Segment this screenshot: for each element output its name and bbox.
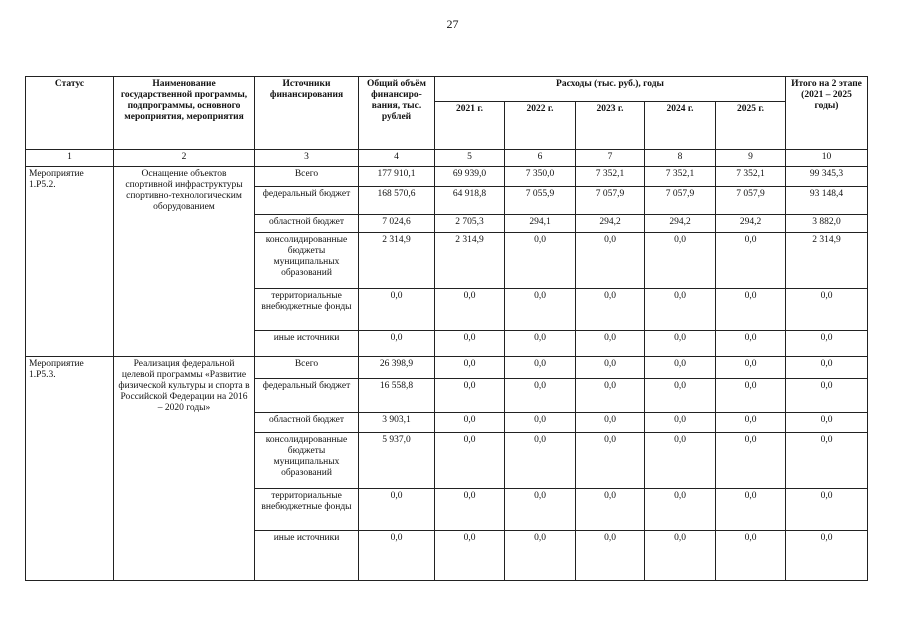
value-cell: 0,0 — [435, 413, 505, 433]
value-cell: 0,0 — [505, 489, 576, 531]
value-cell: 0,0 — [786, 489, 868, 531]
header-expenses: Расходы (тыс. руб.), годы — [435, 77, 786, 102]
value-cell: 0,0 — [576, 233, 645, 289]
value-cell: 0,0 — [645, 531, 716, 581]
funding-source: Всего — [255, 167, 359, 187]
value-cell: 294,2 — [645, 215, 716, 233]
value-cell: 0,0 — [645, 331, 716, 357]
value-cell: 0,0 — [716, 233, 786, 289]
value-cell: 0,0 — [435, 289, 505, 331]
header-year: 2022 г. — [505, 102, 576, 150]
header-total: Общий объём финансиро-вания, тыс. рублей — [359, 77, 435, 150]
header-status: Статус — [26, 77, 114, 150]
value-cell: 0,0 — [359, 531, 435, 581]
row-activity-name: Реализация федеральной целевой программы «Развитие физической культуры и спорта в Российской Федерации на 2016 – 2020 годы» — [114, 357, 255, 581]
value-cell: 0,0 — [576, 379, 645, 413]
value-cell: 294,1 — [505, 215, 576, 233]
column-number: 10 — [786, 150, 868, 167]
value-cell: 0,0 — [716, 289, 786, 331]
value-cell: 7 352,1 — [716, 167, 786, 187]
value-cell: 0,0 — [576, 433, 645, 489]
value-cell: 0,0 — [576, 489, 645, 531]
value-cell: 0,0 — [576, 289, 645, 331]
value-cell: 0,0 — [716, 413, 786, 433]
value-cell: 7 057,9 — [576, 187, 645, 215]
page-number: 27 — [446, 17, 459, 31]
funding-source: иные источники — [255, 331, 359, 357]
value-cell: 0,0 — [786, 379, 868, 413]
header-year: 2025 г. — [716, 102, 786, 150]
column-number: 6 — [505, 150, 576, 167]
value-cell: 5 937,0 — [359, 433, 435, 489]
value-cell: 0,0 — [645, 233, 716, 289]
value-cell: 0,0 — [359, 489, 435, 531]
funding-source: иные источники — [255, 531, 359, 581]
funding-source: областной бюджет — [255, 413, 359, 433]
header-sources: Источники финансирования — [255, 77, 359, 150]
row-activity-name: Оснащение объектов спортивной инфраструктуры спортивно-технологическим оборудованием — [114, 167, 255, 357]
table-row — [26, 357, 868, 379]
column-number: 9 — [716, 150, 786, 167]
funding-source: федеральный бюджет — [255, 379, 359, 413]
value-cell: 0,0 — [435, 379, 505, 413]
value-cell: 3 882,0 — [786, 215, 868, 233]
column-number: 4 — [359, 150, 435, 167]
column-number: 2 — [114, 150, 255, 167]
value-cell: 0,0 — [716, 433, 786, 489]
value-cell: 294,2 — [576, 215, 645, 233]
value-cell: 0,0 — [435, 489, 505, 531]
header-stage-total: Итого на 2 этапе (2021 – 2025 годы) — [786, 77, 868, 150]
funding-source: федеральный бюджет — [255, 187, 359, 215]
value-cell: 0,0 — [359, 289, 435, 331]
value-cell: 16 558,8 — [359, 379, 435, 413]
funding-source: территориальные внебюджетные фонды — [255, 289, 359, 331]
value-cell: 0,0 — [645, 289, 716, 331]
value-cell: 93 148,4 — [786, 187, 868, 215]
header-year: 2023 г. — [576, 102, 645, 150]
value-cell: 0,0 — [716, 331, 786, 357]
value-cell: 0,0 — [505, 531, 576, 581]
value-cell: 0,0 — [786, 289, 868, 331]
value-cell: 0,0 — [435, 531, 505, 581]
column-number: 8 — [645, 150, 716, 167]
table-row — [26, 167, 868, 187]
value-cell: 0,0 — [786, 331, 868, 357]
column-number: 1 — [26, 150, 114, 167]
value-cell: 0,0 — [786, 531, 868, 581]
value-cell: 64 918,8 — [435, 187, 505, 215]
value-cell: 0,0 — [786, 413, 868, 433]
value-cell: 0,0 — [786, 357, 868, 379]
value-cell: 0,0 — [716, 357, 786, 379]
value-cell: 0,0 — [435, 433, 505, 489]
value-cell: 0,0 — [716, 489, 786, 531]
funding-source: Всего — [255, 357, 359, 379]
value-cell: 2 314,9 — [359, 233, 435, 289]
value-cell: 0,0 — [716, 531, 786, 581]
value-cell: 7 024,6 — [359, 215, 435, 233]
value-cell: 0,0 — [576, 413, 645, 433]
column-number: 3 — [255, 150, 359, 167]
value-cell: 26 398,9 — [359, 357, 435, 379]
value-cell: 69 939,0 — [435, 167, 505, 187]
value-cell: 0,0 — [576, 331, 645, 357]
value-cell: 0,0 — [645, 489, 716, 531]
value-cell: 0,0 — [505, 433, 576, 489]
column-number: 7 — [576, 150, 645, 167]
value-cell: 0,0 — [505, 289, 576, 331]
value-cell: 7 055,9 — [505, 187, 576, 215]
value-cell: 7 352,1 — [645, 167, 716, 187]
value-cell: 0,0 — [505, 331, 576, 357]
value-cell: 0,0 — [645, 379, 716, 413]
value-cell: 0,0 — [786, 433, 868, 489]
value-cell: 0,0 — [505, 233, 576, 289]
header-name: Наименование государственной программы, подпрограммы, основного мероприятия, мероприятия — [114, 77, 255, 150]
budget-table — [25, 76, 868, 581]
value-cell: 0,0 — [645, 433, 716, 489]
value-cell: 2 705,3 — [435, 215, 505, 233]
value-cell: 0,0 — [645, 357, 716, 379]
row-status: Мероприятие 1.Р5.3. — [26, 357, 114, 581]
column-number-row — [26, 150, 868, 167]
funding-source: областной бюджет — [255, 215, 359, 233]
value-cell: 0,0 — [359, 331, 435, 357]
value-cell: 0,0 — [505, 413, 576, 433]
value-cell: 0,0 — [435, 357, 505, 379]
value-cell: 0,0 — [716, 379, 786, 413]
header-year: 2021 г. — [435, 102, 505, 150]
value-cell: 99 345,3 — [786, 167, 868, 187]
value-cell: 294,2 — [716, 215, 786, 233]
value-cell: 0,0 — [645, 413, 716, 433]
funding-source: территориальные внебюджетные фонды — [255, 489, 359, 531]
funding-source: консолидированные бюджеты муниципальных образований — [255, 433, 359, 489]
value-cell: 7 352,1 — [576, 167, 645, 187]
column-number: 5 — [435, 150, 505, 167]
value-cell: 2 314,9 — [786, 233, 868, 289]
value-cell: 0,0 — [435, 331, 505, 357]
value-cell: 0,0 — [505, 357, 576, 379]
value-cell: 7 057,9 — [716, 187, 786, 215]
value-cell: 2 314,9 — [435, 233, 505, 289]
value-cell: 7 350,0 — [505, 167, 576, 187]
value-cell: 3 903,1 — [359, 413, 435, 433]
value-cell: 0,0 — [505, 379, 576, 413]
value-cell: 168 570,6 — [359, 187, 435, 215]
header-year: 2024 г. — [645, 102, 716, 150]
value-cell: 0,0 — [576, 357, 645, 379]
row-status: Мероприятие 1.Р5.2. — [26, 167, 114, 357]
funding-source: консолидированные бюджеты муниципальных образований — [255, 233, 359, 289]
value-cell: 7 057,9 — [645, 187, 716, 215]
value-cell: 177 910,1 — [359, 167, 435, 187]
value-cell: 0,0 — [576, 531, 645, 581]
